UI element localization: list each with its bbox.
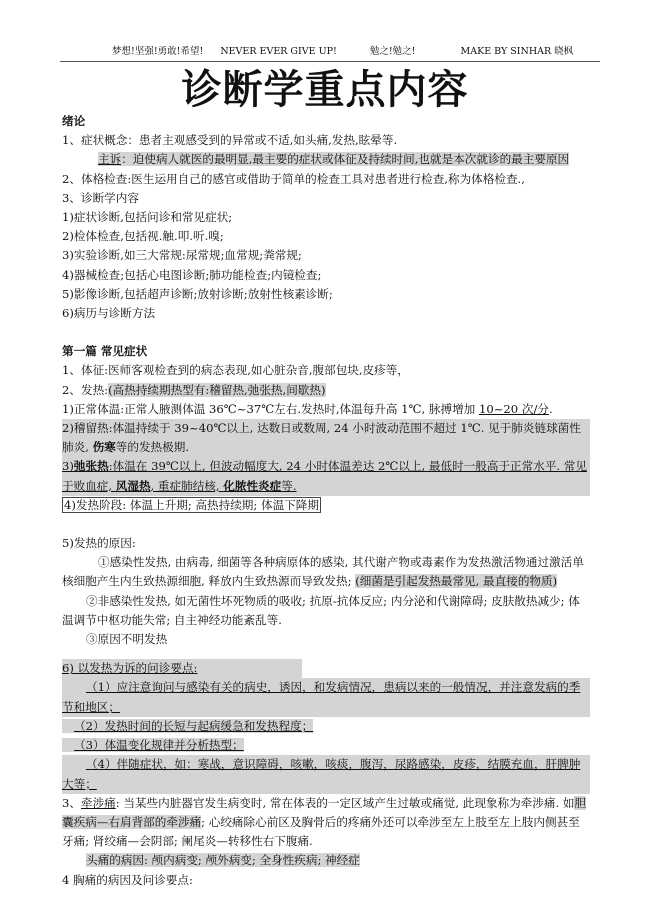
fever-cause-3: ③原因不明发热	[86, 632, 168, 647]
gallbladder-example: 胆囊疾病—右肩背部的牵涉痛	[62, 795, 587, 829]
intro-heading: 绪论	[62, 114, 86, 128]
header-english: NEVER EVER GIVE UP!	[220, 46, 337, 57]
infectious-fever: ①感染性发热, 由病毒, 细菌等各种病原体的感染, 其代谢产物或毒素作为发热激活物通过激活单核细胞产生内生致热源细胞, 释放内生致热源而导致发热;	[62, 555, 584, 589]
normal-temperature-text: 1)正常体温:正常人腋测体温 36℃~37℃左右.发热时,体温每升高 1℃, 脉搏增加	[62, 401, 479, 416]
spacer	[62, 515, 590, 534]
remittent-fever-sep: , 重症肺结核,	[150, 478, 224, 493]
referred-pain	[62, 794, 590, 852]
headache-causes-text: 头痛的病因: 颅内病变; 颅外病变; 全身性疾病; 神经症	[86, 853, 360, 868]
list-item: 2)检体检查,包括视.触.叩.听.嗅;	[62, 229, 224, 244]
list-item: 1)症状诊断,包括问诊和常见症状;	[62, 210, 233, 225]
referred-pain-number: 3、	[62, 795, 81, 810]
fever-stages-text: 4)发热阶段: 体温上升期; 高热持续期; 体温下降期	[64, 497, 319, 512]
remittent-fever	[62, 457, 590, 495]
remittent-fever-end: 等.	[281, 478, 297, 493]
part1-line-1: 1、体征:医师客观检查到的病态表现,如心脏杂音,腹部包块,皮疹等，	[62, 363, 409, 378]
intro-line-1: 1、症状概念：患者主观感受到的异常或不适,如头痛,发热,眩晕等.	[62, 133, 398, 148]
intro-line-3: 3、诊断学内容	[62, 190, 139, 205]
suppurative-inflammation: 化脓性炎症	[223, 478, 282, 493]
fever-cause-heading: 5)发热的原因:	[62, 536, 136, 551]
referred-pain-text: : 当某些内脏器官发生病变时, 常在体表的一定区域产生过敏或痛觉, 此现象称为牵涉痛. 如	[115, 795, 575, 810]
header-encourage: 勉之!勉之!	[369, 46, 416, 57]
continued-fever-end: 等的发热极期.	[115, 440, 190, 455]
intro-line-2: 2、体格检查:医生运用自己的感官或借助于简单的检查工具对患者进行检查,称为体格检查.,	[62, 171, 525, 186]
fever-cause-1	[62, 553, 590, 591]
header-author: MAKE BY SINHAR 晓枫	[460, 46, 574, 57]
remittent-fever-label: 弛张热	[73, 459, 109, 474]
inquiry-item-3	[62, 736, 590, 755]
chief-complaint-text: ：迫使病人就医的最明显,最主要的症状或体征及持续时间,也就是本次就诊的最主要原因	[121, 152, 570, 167]
inquiry-item-2-text: （2）发热时间的长短与起病缓急和发热程度；	[62, 719, 313, 733]
referred-pain-label: 牵涉痛	[80, 795, 116, 810]
typhoid: 伤寒	[92, 440, 116, 455]
referred-pain-examples: ; 心绞痛除心前区及胸骨后的疼痛外还可以牵涉至左上肢至左上肢内侧甚至牙痛; 肾绞痛—会阴部; 阑尾炎—转移性右下腹痛.	[62, 814, 580, 849]
fever-line	[62, 381, 590, 400]
list-item: 6)病历与诊断方法	[62, 306, 156, 321]
document-body	[62, 112, 590, 890]
list-item: 4)器械检查;包括心电图诊断;肺功能检查;内镜检查;	[62, 267, 322, 282]
spacer	[62, 649, 590, 659]
rheumatic-fever: 风湿热	[115, 478, 151, 493]
list-item: 3)实验诊断,如三大常规:尿常规;血常规;粪常规;	[62, 248, 302, 263]
header-motto: 梦想!坚强!勇敢!希望!	[112, 46, 204, 57]
fever-stages	[62, 496, 590, 515]
chest-pain-heading: 4 胸痛的病因及问诊要点:	[62, 872, 193, 887]
chief-complaint-label: 主诉	[98, 152, 122, 167]
remittent-fever-number: 3)	[62, 459, 74, 474]
part1-heading: 第一篇 常见症状	[62, 344, 148, 359]
continued-fever	[62, 419, 590, 457]
inquiry-item-2	[62, 717, 590, 736]
inquiry-item-3-text: （3）体温变化规律并分析热型；	[62, 738, 244, 752]
fever-types: (高热持续期热型有:稽留热,弛张热,间歇热)	[108, 382, 326, 397]
normal-temperature-end: .	[548, 401, 553, 416]
inquiry-item-4: （4）伴随症状，如：寒战，意识障碍，咳嗽，咳痰，腹泻，尿路感染，皮疹，结膜充血，肝脾肿大等；	[62, 755, 590, 793]
remittent-fever-text: :体温在 39℃以上, 但波动幅度大, 24 小时体温差达 2℃以上, 最低时一般高于正常水平. 常见于败血症,	[62, 459, 587, 493]
pulse-increase: 10~20 次/分	[478, 401, 549, 416]
inquiry-item-1: （1）应注意询问与感染有关的病史，诱因，和发病情况，患病以来的一般情况，并注意发病的季节和地区；	[62, 678, 590, 716]
chief-complaint	[62, 150, 590, 169]
spacer	[62, 323, 590, 342]
fever-cause-2: ②非感染性发热, 如无菌性坏死物质的吸收; 抗原-抗体反应; 内分泌和代谢障碍; 皮肤散热减少; 体温调节中枢功能失常; 自主神经功能紊乱等.	[62, 593, 580, 627]
inquiry-heading: 6) 以发热为诉的问诊要点:	[62, 659, 302, 678]
page-title: 诊断学重点内容	[181, 67, 469, 113]
normal-temperature	[62, 400, 590, 419]
bacteria-note: (细菌是引起发热最常见, 最直接的物质)	[355, 574, 558, 589]
continued-fever-text: 2)稽留热:体温持续于 39~40℃以上, 达数日或数周, 24 小时波动范围不超过 1℃. 见于肺炎链球菌性肺炎,	[62, 421, 581, 455]
page-header	[60, 45, 600, 62]
headache-causes	[62, 851, 590, 870]
list-item: 5)影像诊断,包括超声诊断;放射诊断;放射性核素诊断;	[62, 286, 333, 301]
fever-label: 2、发热:	[62, 382, 109, 397]
